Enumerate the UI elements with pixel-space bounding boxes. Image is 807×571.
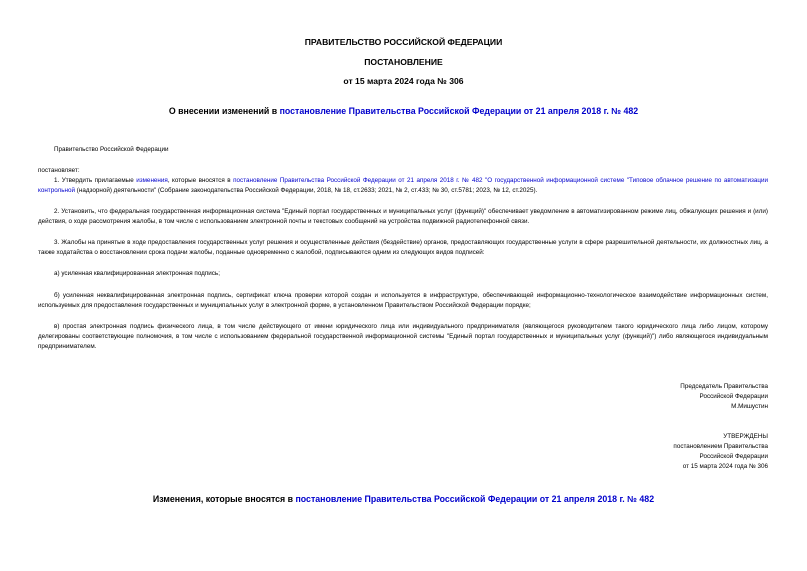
document-date-heading: от 15 марта 2024 года № 306 <box>343 76 464 86</box>
paragraph-item-3a: а) усиленная квалифицированная электронная подпись; <box>54 270 220 277</box>
document-type-heading: ПОСТАНОВЛЕНИЕ <box>364 57 443 67</box>
approval-block <box>673 432 768 472</box>
item1-text-c: (надзорной) деятельности" (Собрание законодательства Российской Федерации, 2018, № 18, ст.2633; 2021, № 2, ст.433; № 30, ст.5781; 2023, № 12, ст.2025). <box>75 187 538 194</box>
paragraph-item-1 <box>38 176 768 196</box>
paragraph-item-2: 2. Установить, что федеральная государственная информационная система "Единый портал государственных и муниципальных услуг (функций)" обеспечивает уведомление в автоматизированном режиме лиц, обжалующих решения и (или) действия, о ходе рассмотрения жалобы, в том числе с использованием электронной почты и текстовых сообщений на устройства подвижной радиотелефонной связи. <box>38 208 768 225</box>
changes-title-prefix: Изменения, которые вносятся в <box>152 494 296 504</box>
item1-text-a: 1. Утвердить прилагаемые <box>54 177 137 184</box>
document-title <box>0 106 807 117</box>
paragraph-item-3: 3. Жалобы на принятые в ходе предоставления государственных услуг решения и осуществленные действия (бездействие) органов, предоставляющих государственные услуги в сфере разрешительной деятельности, их должностных лиц, а также ходатайства о восстановлении срока подачи жалобы, поданные одновременно с жалобой, подписываются одним из следующих видов подписей: <box>38 239 768 256</box>
document-title-prefix: О внесении изменений в <box>168 106 280 116</box>
issuer-heading: ПРАВИТЕЛЬСТВО РОССИЙСКОЙ ФЕДЕРАЦИИ <box>304 37 503 47</box>
approval-organization: Российской Федерации <box>699 453 768 460</box>
paragraph-item-3c: в) простая электронная подпись физического лица, в том числе действующего от имени юридического лица или индивидуального предпринимателя (являющегося руководителем такого юридического лица либо лицом, которому делегированы соответствующие полномочия, в том числе с использованием федеральной государственной информационной системы "Единый портал государственных и муниципальных услуг (функций)") либо являющегося индивидуальным предпринимателем. <box>38 323 768 350</box>
changes-title-link[interactable]: постановление Правительства Российской Федерации от 21 апреля 2018 г. № 482 <box>295 494 655 504</box>
signature-position: Председатель Правительства <box>680 383 768 390</box>
item1-resolution-link[interactable]: постановление Правительства Российской Федерации от 21 апреля 2018 г. № 482 "О государственной информационной системе "Типовое облачное решение по автоматизации контрольной <box>38 177 768 194</box>
approval-heading: УТВЕРЖДЕНЫ <box>723 433 768 440</box>
approval-by: постановлением Правительства <box>673 443 768 450</box>
item1-changes-link[interactable]: изменения <box>136 177 168 184</box>
item1-text-b: , которые вносятся в <box>167 177 234 184</box>
approval-date: от 15 марта 2024 года № 306 <box>682 463 768 470</box>
signature-name: М.Мишустин <box>731 403 768 410</box>
signature-organization: Российской Федерации <box>699 393 768 400</box>
preamble-subject: Правительство Российской Федерации <box>54 146 169 153</box>
signature-block <box>680 382 768 412</box>
document-title-link[interactable]: постановление Правительства Российской Федерации от 21 апреля 2018 г. № 482 <box>279 106 639 116</box>
paragraph-item-3b: б) усиленная неквалифицированная электронная подпись, сертификат ключа проверки которой создан и используется в инфраструктуре, обеспечивающей информационно-технологическое взаимодействие информационных систем, используемых для предоставления государственных и муниципальных услуг в электронной форме, в установленном Правительством Российской Федерации порядке; <box>38 292 768 309</box>
changes-title <box>0 494 807 505</box>
preamble-verb: постановляет: <box>38 167 80 174</box>
